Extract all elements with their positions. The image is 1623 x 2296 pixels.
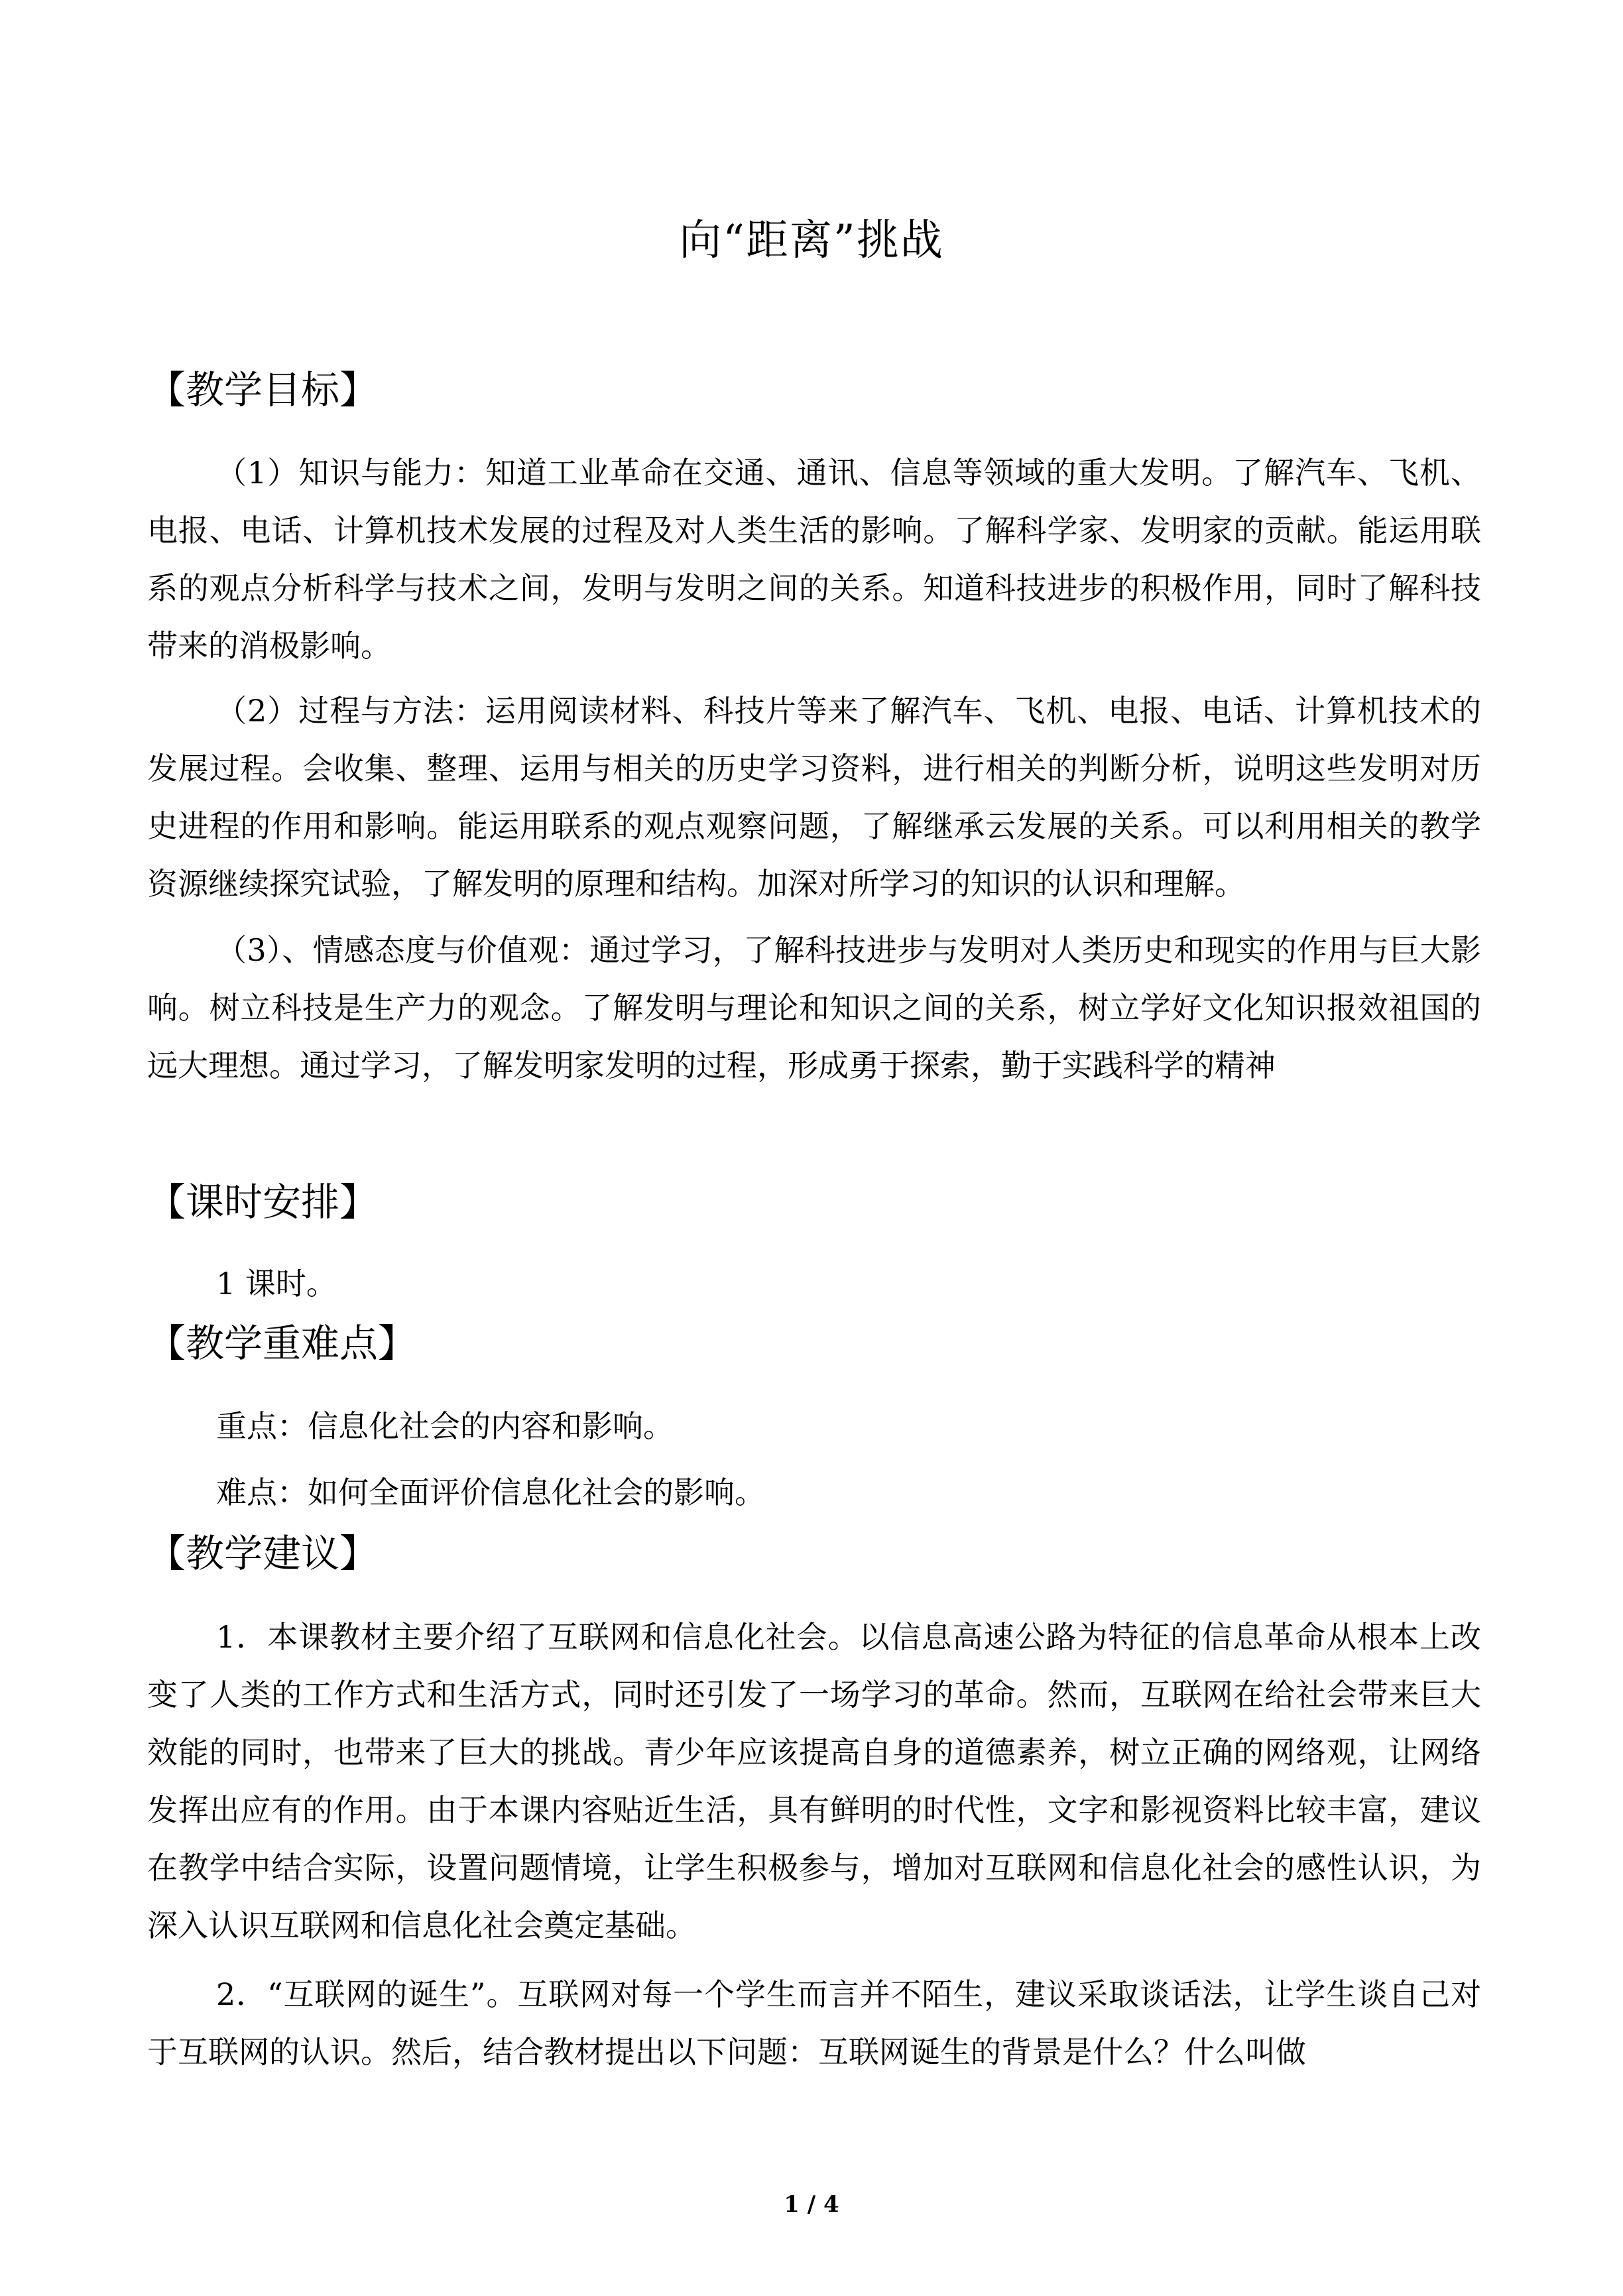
difficult-point-text: 难点：如何全面评价信息化社会的影响。 bbox=[216, 1475, 765, 1510]
document-title: 向“距离”挑战 bbox=[679, 216, 944, 265]
goal-paragraph-knowledge: （1）知识与能力：知道工业革命在交通、通讯、信息等领域的重大发明。了解汽车、飞机、电报、电话、计算机技术发展的过程及对人类生活的影响。了解科学家、发明家的贡献。能运用联系的观点分析科学与技术之间，发明与发明之间的关系。知道科技进步的积极作用，同时了解科技带来的消极影响。 bbox=[147, 455, 1481, 664]
schedule-text: 1 课时。 bbox=[216, 1266, 337, 1301]
key-point-text: 重点：信息化社会的内容和影响。 bbox=[216, 1408, 674, 1444]
section-heading-schedule: 【课时安排】 bbox=[147, 1179, 379, 1225]
section-heading-teaching-goals: 【教学目标】 bbox=[147, 367, 379, 412]
goal-paragraph-process: （2）过程与方法：运用阅读材料、科技片等来了解汽车、飞机、电报、电话、计算机技术的发展过程。会收集、整理、运用与相关的历史学习资料，进行相关的判断分析，说明这些发明对历史进程的作用和影响。能运用联系的观点观察问题，了解继承云发展的关系。可以利用相关的教学资源继续探究试验，了解发明的原理和结构。加深对所学习的知识的认识和理解。 bbox=[147, 693, 1481, 902]
suggestion-paragraph-1: 1．本课教材主要介绍了互联网和信息化社会。以信息高速公路为特征的信息革命从根本上改变了人类的工作方式和生活方式，同时还引发了一场学习的革命。然而，互联网在给社会带来巨大效能的同时，也带来了巨大的挑战。青少年应该提高自身的道德素养，树立正确的网络观，让网络发挥出应有的作用。由于本课内容贴近生活，具有鲜明的时代性，文字和影视资料比较丰富，建议在教学中结合实际，设置问题情境，让学生积极参与，增加对互联网和信息化社会的感性认识，为深入认识互联网和信息化社会奠定基础。 bbox=[147, 1619, 1481, 1943]
goal-paragraph-emotion: （3）、情感态度与价值观：通过学习，了解科技进步与发明对人类历史和现实的作用与巨大影响。树立科技是生产力的观念。了解发明与理论和知识之间的关系，树立学好文化知识报效祖国的远大理想。通过学习，了解发明家发明的过程，形成勇于探索，勤于实践科学的精神 bbox=[147, 932, 1481, 1083]
section-heading-suggestions: 【教学建议】 bbox=[147, 1531, 379, 1576]
suggestion-paragraph-2: 2．“互联网的诞生”。互联网对每一个学生而言并不陌生，建议采取谈话法，让学生谈自己对于互联网的认识。然后，结合教材提出以下问题：互联网诞生的背景是什么？什么叫做 bbox=[147, 1976, 1481, 2070]
section-heading-key-points: 【教学重难点】 bbox=[147, 1321, 417, 1366]
page-number: 1 / 4 bbox=[784, 2191, 839, 2218]
